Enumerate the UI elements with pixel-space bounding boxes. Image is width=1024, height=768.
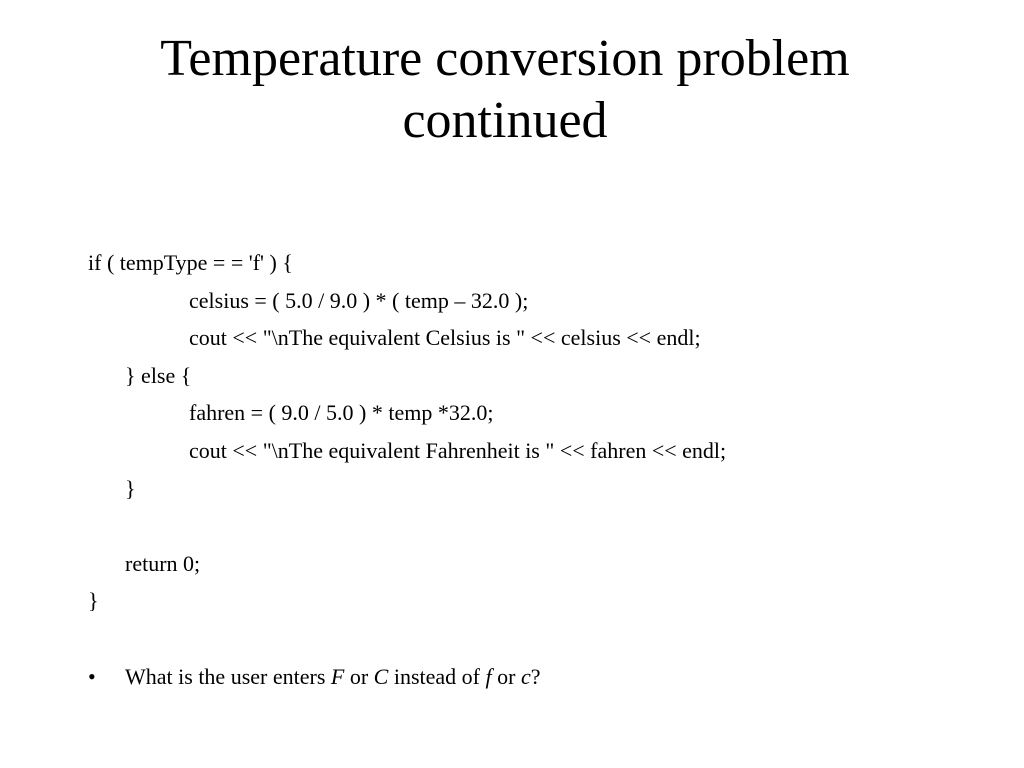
bullet-italic-C: C [373,664,389,689]
code-line-celsius-calc: celsius = ( 5.0 / 9.0 ) * ( temp – 32.0 ); [189,287,529,313]
code-line-else: } else { [125,362,192,388]
slide-title-line-1: Temperature conversion problem [160,30,850,87]
bullet-text-part: or [344,664,374,689]
code-line-close-main: } [88,588,99,614]
bullet-text-part: or [491,664,521,689]
bullet-text-part: instead of [388,664,486,689]
bullet-italic-c: c [520,664,531,689]
code-line-fahren-calc: fahren = ( 9.0 / 5.0 ) * temp *32.0; [189,400,494,426]
bullet-text-part: ? [530,664,541,689]
bullet-italic-f: f [485,664,492,689]
code-line-blank [88,507,988,545]
code-line-fahren-output: cout << "\nThe equivalent Fahrenheit is " << fahren << endl; [189,437,727,463]
code-line-if: if ( tempType = = 'f' ) { [88,250,293,275]
code-line-return: return 0; [125,550,201,576]
slide-title [0,28,1010,152]
code-line-celsius-output: cout << "\nThe equivalent Celsius is " << celsius << endl; [189,325,701,351]
bullet-text-part: What is the user enters [125,664,331,689]
code-block [88,244,988,620]
bullet-italic-F: F [330,664,345,689]
slide-title-line-2: continued [402,92,608,149]
bullet-item [88,658,988,696]
bullet-marker: • [88,664,96,689]
code-line-close-else: } [125,475,136,501]
